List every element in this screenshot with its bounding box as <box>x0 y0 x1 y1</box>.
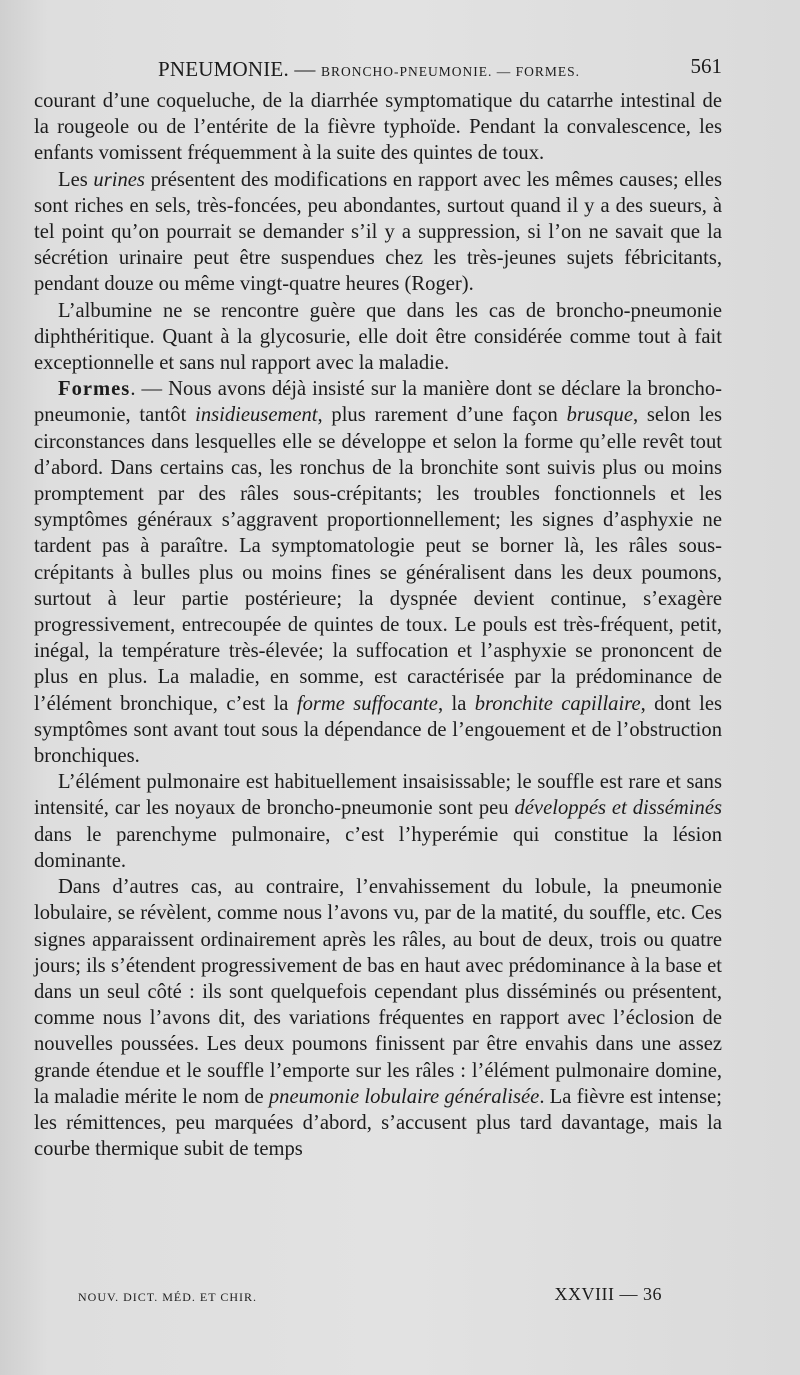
page-footer <box>78 1284 662 1310</box>
footer-signature: NOUV. DICT. MÉD. ET CHIR. <box>78 1290 258 1304</box>
body-text <box>34 88 722 1162</box>
text-span: , dont les symptômes sont avant tout sous la dépendance de l’engouement et de l’obstruction bronchiques. <box>34 692 723 768</box>
text-span: . — Nous avons déjà insisté sur la manière dont se déclare la broncho-pneumonie, tantôt <box>34 378 722 427</box>
title-main: PNEUMONIE. — <box>158 57 316 81</box>
italic-term: développés et disséminés <box>514 797 722 820</box>
running-header <box>34 52 722 88</box>
paragraph-urines <box>34 167 722 298</box>
text-span: présentent des modifications en rapport avec les mêmes causes; elles sont riches en sels, très-foncées, peu abondantes, surtout quand il y a des sueurs, à tel point qu’on pourrait se demander s’il y a suppression, si l’on ne savait que la sécrétion urinaire peut être suspendues chez les très-jeunes sujets fébricitants, pendant douze ou même vingt-quatre heures (Roger). <box>34 168 722 296</box>
paragraph-1: courant d’une coqueluche, de la diarrhée symptomatique du catarrhe intestinal de la rougeole ou de l’entérite de la fièvre typhoïde. Pendant la convalescence, les enfants vomissent fréquemment à la suite des quintes de toux. <box>34 90 722 165</box>
italic-term: bronchite capillaire <box>474 692 641 715</box>
title-sub: BRONCHO-PNEUMONIE. — FORMES. <box>321 64 581 79</box>
italic-term: brusque <box>566 404 633 427</box>
text-span: , selon les circonstances dans lesquelles elle se développe et selon la forme qu’elle revêt tout d’abord. Dans certains cas, les ronchus de la bronchite sont suivis plus ou moins promptement par des râles sous-crépitants; les troubles fonctionnels et les symptômes généraux s’aggravent proportionnellement; les signes d’asphyxie ne tardent pas à paraître. La symptomatologie peut se borner là, les râles sous-crépitants à bulles plus ou moins fines se généralisent dans les deux poumons, surtout à leur partie postérieure; la dyspnée devient continue, s’exagère progressivement, entrecoupée de quintes de toux. Le pouls est très-fréquent, petit, inégal, la température très-élevée; la suffocation et l’asphyxie se prononcent de plus en plus. La maladie, en somme, est caractérisée par la prédominance de l’élément bronchique, c’est la <box>34 404 722 715</box>
section-label: Formes <box>58 378 131 401</box>
paragraph-formes <box>34 376 722 769</box>
running-title <box>158 57 580 82</box>
text-span: Les <box>58 168 94 191</box>
italic-term: pneumonie lobulaire généralisée <box>268 1085 540 1108</box>
page-number: 561 <box>690 54 722 78</box>
text-span: dans le parenchyme pulmonaire, c’est l’hyperémie qui constitue la lésion dominante. <box>34 823 722 872</box>
text-span: , plus rarement d’une façon <box>317 404 567 427</box>
paragraph-albumine: L’albumine ne se rencontre guère que dans les cas de broncho-pneumonie diphthéritique. Quant à la glycosurie, elle doit être considérée comme tout à fait exceptionnelle et sans nul rapport avec la maladie. <box>34 299 722 375</box>
italic-term: insidieusement <box>195 404 318 427</box>
text-span: Dans d’autres cas, au contraire, l’envahissement du lobule, la pneumonie lobulaire, se révèlent, comme nous l’avons vu, par de la matité, du souffle, etc. Ces signes apparaissent ordinairement après les râles, au bout de deux, trois ou quatre jours; ils s’étendent progressivement de bas en haut avec prédominance à la base et dans un seul côté : ils sont quelquefois cependant plus disséminés ou présentent, comme nous l’avons dit, des variations fréquentes en rapport avec l’éclosion de nouvelles poussées. Les deux poumons finissent par être envahis dans une assez grande étendue et le souffle l’emporte sur les râles : l’élément pulmonaire domine, la maladie mérite le nom de <box>34 876 722 1108</box>
paragraph-autres-cas <box>34 874 722 1162</box>
text-span: . La fièvre est intense; les rémittences, peu marquées d’abord, s’accusent plus tard davantage, mais la courbe thermique subit de temps <box>34 1085 722 1161</box>
footer-volume: XXVIII — 36 <box>554 1284 662 1304</box>
italic-term: urines <box>93 168 145 191</box>
text-span: , la <box>437 692 475 715</box>
italic-term: forme suffocante <box>296 692 438 715</box>
text-span: L’élément pulmonaire est habituellement insaisissable; le souffle est rare et sans intensité, car les noyaux de broncho-pneumonie sont peu <box>34 771 722 820</box>
paragraph-element-pulmonaire <box>34 769 722 874</box>
